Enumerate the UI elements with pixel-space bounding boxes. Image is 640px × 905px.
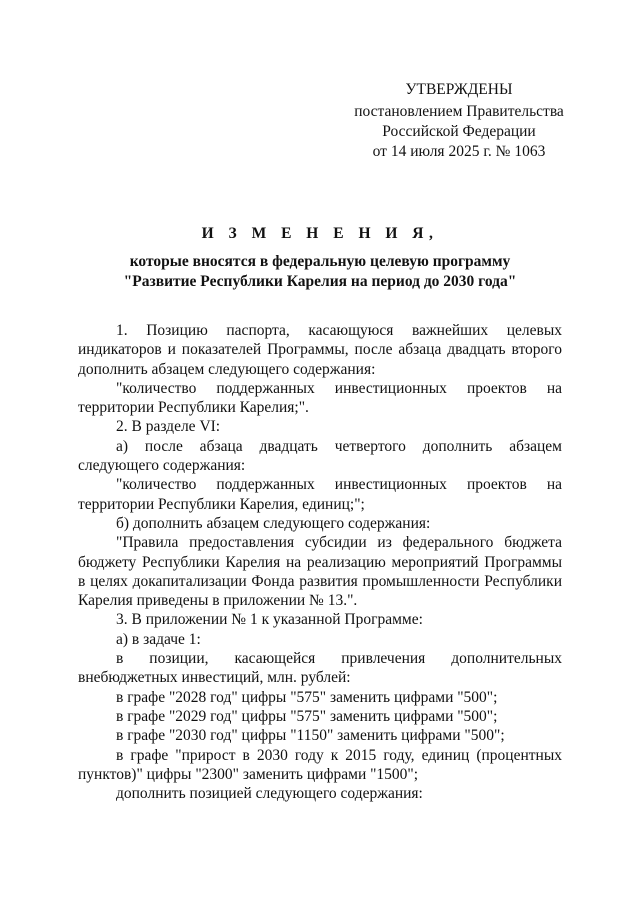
paragraph: 2. В разделе VI: [116,418,221,436]
paragraph: в графе "2029 год" цифры "575" заменить цифрами "500"; [116,707,498,725]
paragraph: в графе "2030 год" цифры "1150" заменить цифрами "500"; [116,727,505,745]
title-program-name: "Развитие Республики Карелия на период до 2030 года" [123,273,517,290]
paragraph: а) после абзаца двадцать четвертого дополнить абзацем следующего содержания: [78,437,562,475]
paragraph: "Правила предоставления субсидии из федерального бюджета бюджету Республики Карелия на реализацию мероприятий Программы в целях докапитализации Фонда развития промышленности Республики Карелия приведены в приложении № 13.". [78,534,562,610]
paragraph: 3. В приложении № 1 к указанной Программе: [116,611,423,629]
approval-stamp [330,80,588,162]
paragraph: "количество поддержанных инвестиционных проектов на территории Республики Карелия;". [78,379,562,417]
paragraph: б) дополнить абзацем следующего содержания: [116,514,431,532]
approval-date: от 14 июля 2025 г. № 1063 [372,143,546,160]
paragraph: "количество поддержанных инвестиционных проектов на территории Республики Карелия, единиц;"; [78,476,562,513]
paragraph: в графе "прирост в 2030 году к 2015 году, единиц (процентных пунктов)" цифры "2300" заменить цифрами "1500"; [78,746,562,783]
document-title [78,224,562,292]
paragraph: а) в задаче 1: [116,630,201,648]
paragraph: 1. Позицию паспорта, касающуюся важнейших целевых индикаторов и показателей Программы, после абзаца двадцать второго дополнить абзацем следующего содержания: [78,322,562,378]
document-body [78,321,562,803]
paragraph: в позиции, касающейся привлечения дополнительных внебюджетных инвестиций, млн. рублей: [78,650,562,687]
title-main: И З М Е Н Е Н И Я, [201,225,439,242]
paragraph: дополнить позицией следующего содержания: [116,785,423,803]
approval-line: постановлением Правительства [354,103,564,120]
approval-line: Российской Федерации [382,123,536,140]
approval-heading: УТВЕРЖДЕНЫ [405,81,513,98]
paragraph: в графе "2028 год" цифры "575" заменить цифрами "500"; [116,688,498,706]
title-subtitle: которые вносятся в федеральную целевую программу [129,253,511,270]
